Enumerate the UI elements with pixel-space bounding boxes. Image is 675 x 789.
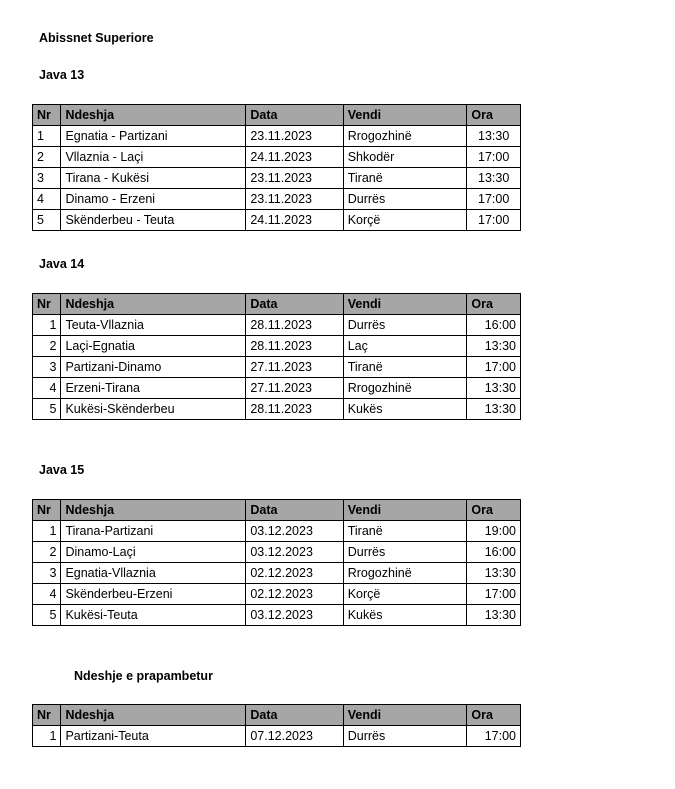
header-nr: Nr [33, 500, 61, 521]
header-date: Data [246, 500, 343, 521]
time-cell: 13:30 [467, 336, 521, 357]
match-cell: Egnatia-Vllaznia [61, 563, 246, 584]
match-cell: Dinamo-Laçi [61, 542, 246, 563]
round-13-heading: Java 13 [39, 68, 85, 82]
time-cell: 17:00 [467, 584, 521, 605]
match-cell: Egnatia - Partizani [61, 126, 246, 147]
match-cell: Tirana-Partizani [61, 521, 246, 542]
nr-cell: 4 [33, 189, 61, 210]
venue-cell: Kukës [343, 605, 467, 626]
time-cell: 17:00 [467, 189, 521, 210]
venue-cell: Kukës [343, 399, 467, 420]
nr-cell: 2 [33, 147, 61, 168]
date-cell: 07.12.2023 [246, 726, 343, 747]
date-cell: 03.12.2023 [246, 542, 343, 563]
date-cell: 23.11.2023 [246, 168, 343, 189]
venue-cell: Durrës [343, 726, 467, 747]
header-time: Ora [467, 705, 521, 726]
nr-cell: 3 [33, 563, 61, 584]
date-cell: 24.11.2023 [246, 147, 343, 168]
table-row [33, 584, 521, 605]
match-cell: Kukësi-Skënderbeu [61, 399, 246, 420]
venue-cell: Shkodër [343, 147, 467, 168]
date-cell: 24.11.2023 [246, 210, 343, 231]
table-row [33, 399, 521, 420]
nr-cell: 5 [33, 399, 61, 420]
venue-cell: Tiranë [343, 168, 467, 189]
date-cell: 23.11.2023 [246, 126, 343, 147]
nr-cell: 4 [33, 378, 61, 399]
header-time: Ora [467, 105, 521, 126]
round-14-heading: Java 14 [39, 257, 85, 271]
venue-cell: Durrës [343, 315, 467, 336]
nr-cell: 3 [33, 168, 61, 189]
round-15-table [32, 499, 521, 626]
time-cell: 17:00 [467, 357, 521, 378]
header-nr: Nr [33, 294, 61, 315]
table-row [33, 605, 521, 626]
date-cell: 02.12.2023 [246, 584, 343, 605]
match-cell: Partizani-Dinamo [61, 357, 246, 378]
table-row [33, 147, 521, 168]
header-match: Ndeshja [61, 500, 246, 521]
round-15-heading: Java 15 [39, 463, 85, 477]
header-date: Data [246, 294, 343, 315]
time-cell: 16:00 [467, 542, 521, 563]
venue-cell: Korçë [343, 210, 467, 231]
header-date: Data [246, 105, 343, 126]
date-cell: 03.12.2023 [246, 521, 343, 542]
nr-cell: 4 [33, 584, 61, 605]
venue-cell: Durrës [343, 542, 467, 563]
match-cell: Skënderbeu - Teuta [61, 210, 246, 231]
match-cell: Teuta-Vllaznia [61, 315, 246, 336]
postponed-match-table [32, 704, 521, 747]
date-cell: 28.11.2023 [246, 399, 343, 420]
nr-cell: 1 [33, 521, 61, 542]
date-cell: 28.11.2023 [246, 315, 343, 336]
match-cell: Vllaznia - Laçi [61, 147, 246, 168]
postponed-match-heading: Ndeshje e prapambetur [74, 669, 213, 683]
match-cell: Partizani-Teuta [61, 726, 246, 747]
date-cell: 02.12.2023 [246, 563, 343, 584]
header-row [33, 500, 521, 521]
venue-cell: Korçë [343, 584, 467, 605]
match-cell: Skënderbeu-Erzeni [61, 584, 246, 605]
header-nr: Nr [33, 105, 61, 126]
time-cell: 16:00 [467, 315, 521, 336]
venue-cell: Rrogozhinë [343, 126, 467, 147]
header-match: Ndeshja [61, 294, 246, 315]
date-cell: 03.12.2023 [246, 605, 343, 626]
venue-cell: Tiranë [343, 357, 467, 378]
nr-cell: 3 [33, 357, 61, 378]
header-row [33, 294, 521, 315]
header-match: Ndeshja [61, 705, 246, 726]
header-time: Ora [467, 294, 521, 315]
time-cell: 13:30 [467, 378, 521, 399]
match-cell: Kukësi-Teuta [61, 605, 246, 626]
table-row [33, 357, 521, 378]
venue-cell: Tiranë [343, 521, 467, 542]
header-match: Ndeshja [61, 105, 246, 126]
time-cell: 19:00 [467, 521, 521, 542]
table-row [33, 189, 521, 210]
table-row [33, 210, 521, 231]
table-row [33, 315, 521, 336]
table-row [33, 168, 521, 189]
nr-cell: 1 [33, 126, 61, 147]
header-venue: Vendi [343, 105, 467, 126]
match-cell: Laçi-Egnatia [61, 336, 246, 357]
time-cell: 13:30 [467, 399, 521, 420]
table-row [33, 542, 521, 563]
date-cell: 28.11.2023 [246, 336, 343, 357]
match-cell: Dinamo - Erzeni [61, 189, 246, 210]
table-row [33, 126, 521, 147]
table-row [33, 336, 521, 357]
date-cell: 27.11.2023 [246, 357, 343, 378]
header-venue: Vendi [343, 294, 467, 315]
time-cell: 17:00 [467, 210, 521, 231]
nr-cell: 1 [33, 315, 61, 336]
time-cell: 13:30 [467, 563, 521, 584]
time-cell: 17:00 [467, 726, 521, 747]
date-cell: 27.11.2023 [246, 378, 343, 399]
document-title: Abissnet Superiore [39, 31, 154, 45]
header-date: Data [246, 705, 343, 726]
nr-cell: 2 [33, 336, 61, 357]
match-cell: Tirana - Kukësi [61, 168, 246, 189]
table-row [33, 726, 521, 747]
header-row [33, 705, 521, 726]
table-row [33, 563, 521, 584]
header-venue: Vendi [343, 500, 467, 521]
nr-cell: 5 [33, 605, 61, 626]
nr-cell: 1 [33, 726, 61, 747]
time-cell: 17:00 [467, 147, 521, 168]
round-13-table [32, 104, 521, 231]
header-venue: Vendi [343, 705, 467, 726]
table-row [33, 521, 521, 542]
venue-cell: Durrës [343, 189, 467, 210]
header-nr: Nr [33, 705, 61, 726]
time-cell: 13:30 [467, 126, 521, 147]
time-cell: 13:30 [467, 168, 521, 189]
nr-cell: 2 [33, 542, 61, 563]
venue-cell: Rrogozhinë [343, 563, 467, 584]
round-14-table [32, 293, 521, 420]
time-cell: 13:30 [467, 605, 521, 626]
header-row [33, 105, 521, 126]
table-row [33, 378, 521, 399]
date-cell: 23.11.2023 [246, 189, 343, 210]
header-time: Ora [467, 500, 521, 521]
venue-cell: Rrogozhinë [343, 378, 467, 399]
venue-cell: Laç [343, 336, 467, 357]
nr-cell: 5 [33, 210, 61, 231]
match-cell: Erzeni-Tirana [61, 378, 246, 399]
